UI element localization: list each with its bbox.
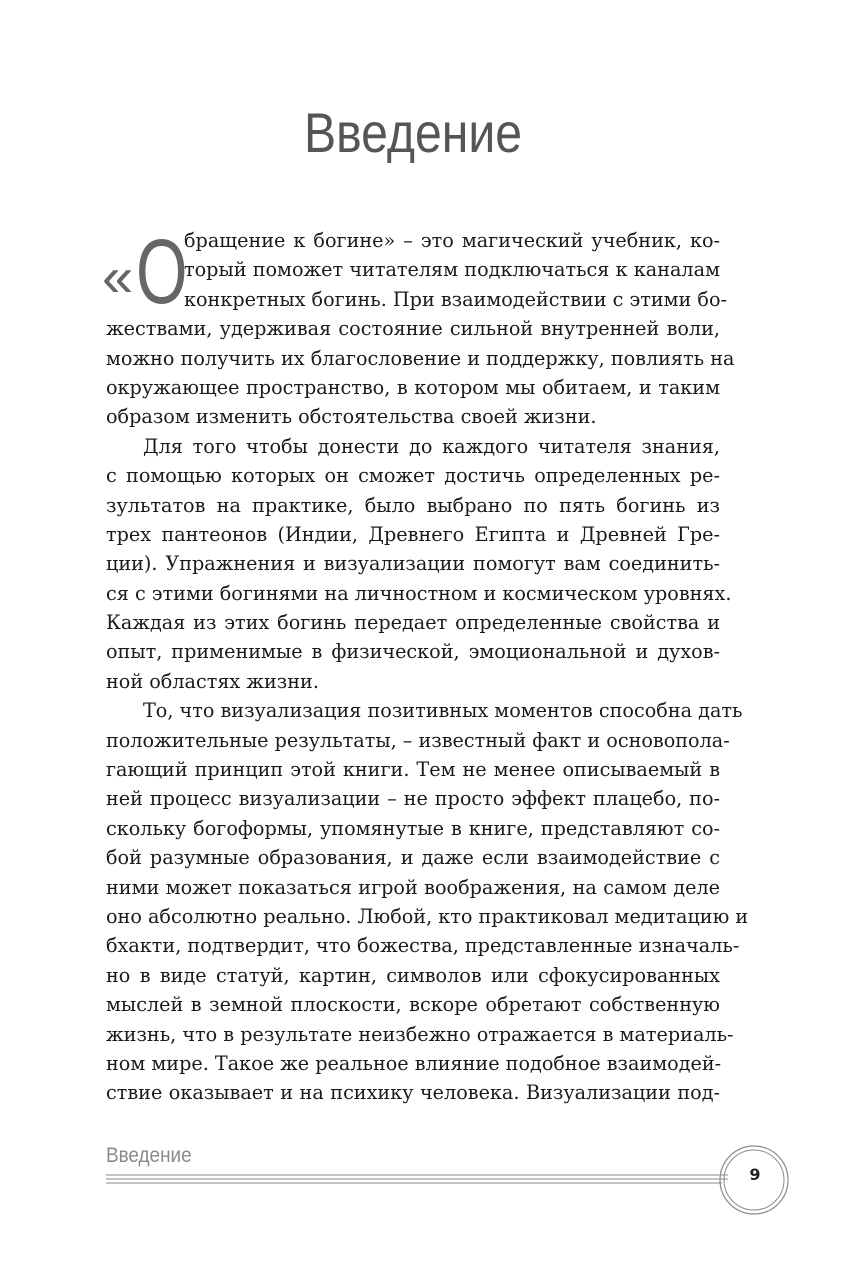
text-line: ствие оказывает и на психику человека. Визуализации под-: [106, 1081, 720, 1105]
text-line: скольку богоформы, упомянутые в книге, представляют со-: [106, 816, 720, 840]
text-line: жествами, удерживая состояние сильной внутренней воли,: [106, 317, 720, 341]
text-line: ции). Упражнения и визуализации помогут вам соединить-: [106, 552, 720, 576]
footer-section-label: Введение: [106, 1144, 192, 1167]
text-line: То, что визуализация позитивных моментов способна дать: [143, 699, 743, 723]
text-line: торый поможет читателям подключаться к каналам: [184, 258, 720, 282]
text-line: ном мире. Такое же реальное влияние подобное взаимодей-: [106, 1051, 722, 1075]
text-line: зультатов на практике, было выбрано по пять богинь из: [106, 493, 720, 517]
text-line: окружающее пространство, в котором мы обитаем, и таким: [106, 375, 720, 399]
text-line: Для того чтобы донести до каждого читателя знания,: [143, 434, 720, 458]
page-number: 9: [749, 1165, 761, 1184]
page-title: Введение: [303, 101, 523, 164]
text-line: гающий принцип этой книги. Тем не менее описываемый в: [106, 758, 720, 782]
text-line: ной областях жизни.: [106, 669, 319, 693]
text-line: с помощью которых он сможет достичь определенных ре-: [106, 464, 720, 488]
text-line: но в виде статуй, картин, символов или сфокусированных: [106, 963, 720, 987]
body-text: [106, 226, 749, 1108]
text-line: положительные результаты, – известный факт и основопола-: [106, 728, 730, 752]
text-line: оно абсолютно реально. Любой, кто практиковал медитацию и: [106, 904, 749, 928]
text-line: ся с этими богинями на личностном и космическом уровнях.: [106, 581, 732, 605]
text-line: образом изменить обстоятельства своей жизни.: [106, 405, 597, 429]
text-line: бхакти, подтвердит, что божества, представленные изначаль-: [106, 934, 740, 958]
text-line: трех пантеонов (Индии, Древнего Египта и Древней Гре-: [106, 522, 720, 546]
text-line: опыт, применимые в физической, эмоциональной и духов-: [106, 640, 720, 664]
text-line: мыслей в земной плоскости, вскоре обретают собственную: [106, 993, 720, 1017]
drop-cap-quote: «: [102, 245, 134, 308]
text-line: жизнь, что в результате неизбежно отражается в материаль-: [106, 1022, 734, 1046]
text-line: можно получить их благословение и поддержку, повлиять на: [106, 346, 735, 370]
text-line: ними может показаться игрой воображения, на самом деле: [106, 875, 720, 899]
text-line: Каждая из этих богинь передает определенные свойства и: [106, 611, 720, 635]
text-line: бой разумные образования, и даже если взаимодействие с: [106, 846, 720, 870]
drop-cap-letter: О: [136, 219, 188, 323]
text-line: бращение к богине» – это магический учебник, ко-: [184, 229, 720, 252]
text-line: ней процесс визуализации – не просто эффект плацебо, по-: [106, 787, 720, 811]
text-line: конкретных богинь. При взаимодействии с этими бо-: [184, 287, 728, 311]
